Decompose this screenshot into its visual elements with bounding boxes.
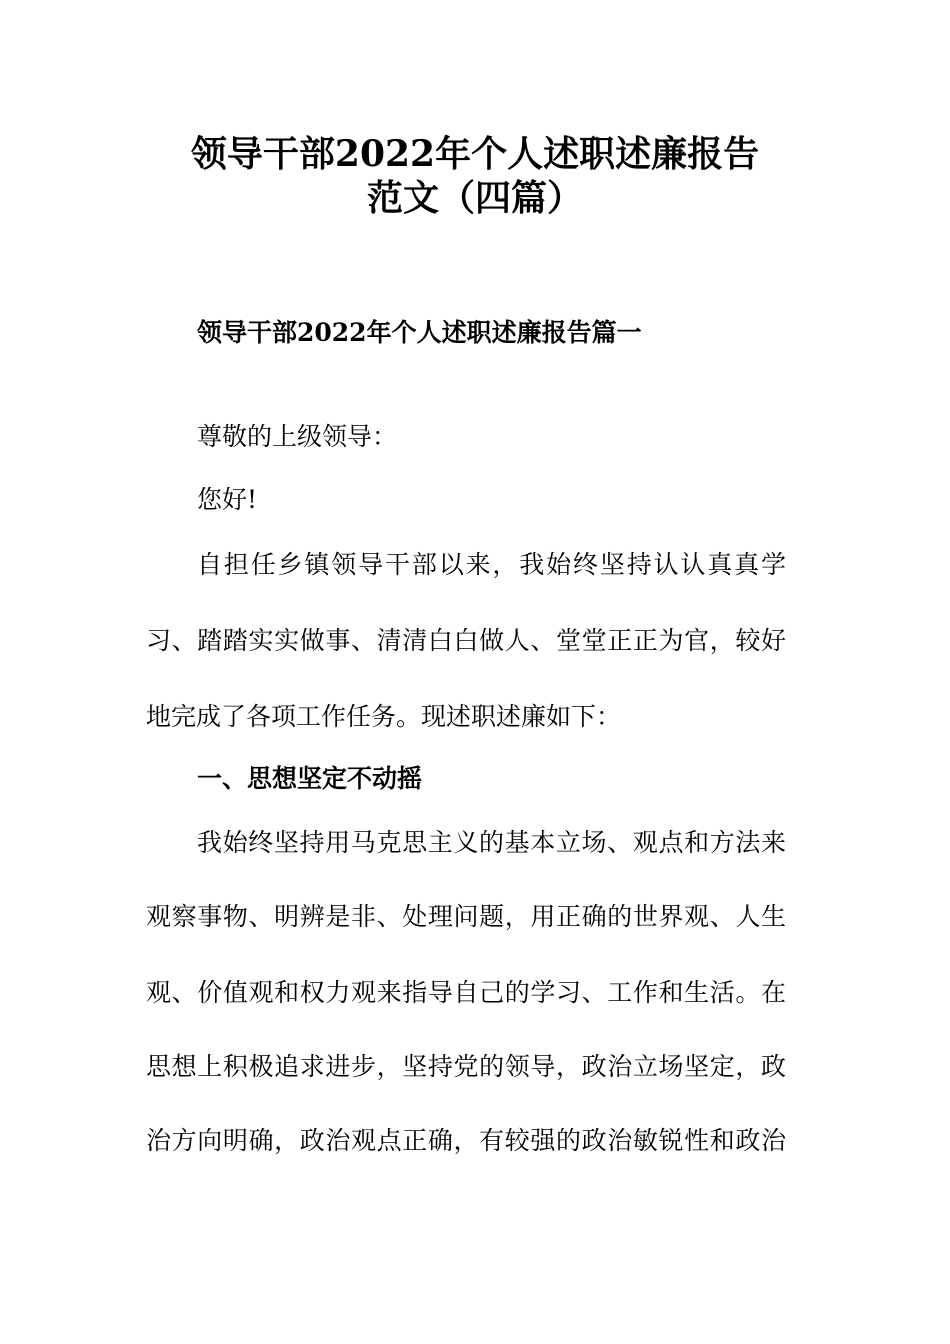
paragraph-line: 观、价值观和权力观来指导自己的学习、工作和生活。在	[146, 978, 786, 1007]
intro-line: 地完成了各项工作任务。现述职述廉如下：	[146, 702, 622, 731]
document-title-line-1: 领导干部2022年个人述职述廉报告	[190, 133, 760, 175]
paragraph-line: 我始终坚持用马克思主义的基本立场、观点和方法来	[197, 828, 786, 857]
subheading-1: 一、思想坚定不动摇	[197, 764, 423, 793]
section-heading: 领导干部2022年个人述职述廉报告篇一	[197, 318, 642, 347]
paragraph-line: 治方向明确，政治观点正确，有较强的政治敏锐性和政治	[146, 1126, 786, 1155]
intro-line: 自担任乡镇领导干部以来，我始终坚持认认真真学	[197, 550, 786, 579]
salutation: 尊敬的上级领导：	[197, 422, 398, 451]
paragraph-line: 思想上积极追求进步，坚持党的领导，政治立场坚定，政	[146, 1052, 786, 1081]
greeting: 您好!	[197, 485, 258, 514]
paragraph-line: 观察事物、明辨是非、处理问题，用正确的世界观、人生	[146, 902, 786, 931]
document-title-line-2: 范文（四篇）	[366, 177, 583, 219]
intro-line: 习、踏踏实实做事、清清白白做人、堂堂正正为官，较好	[146, 626, 786, 655]
